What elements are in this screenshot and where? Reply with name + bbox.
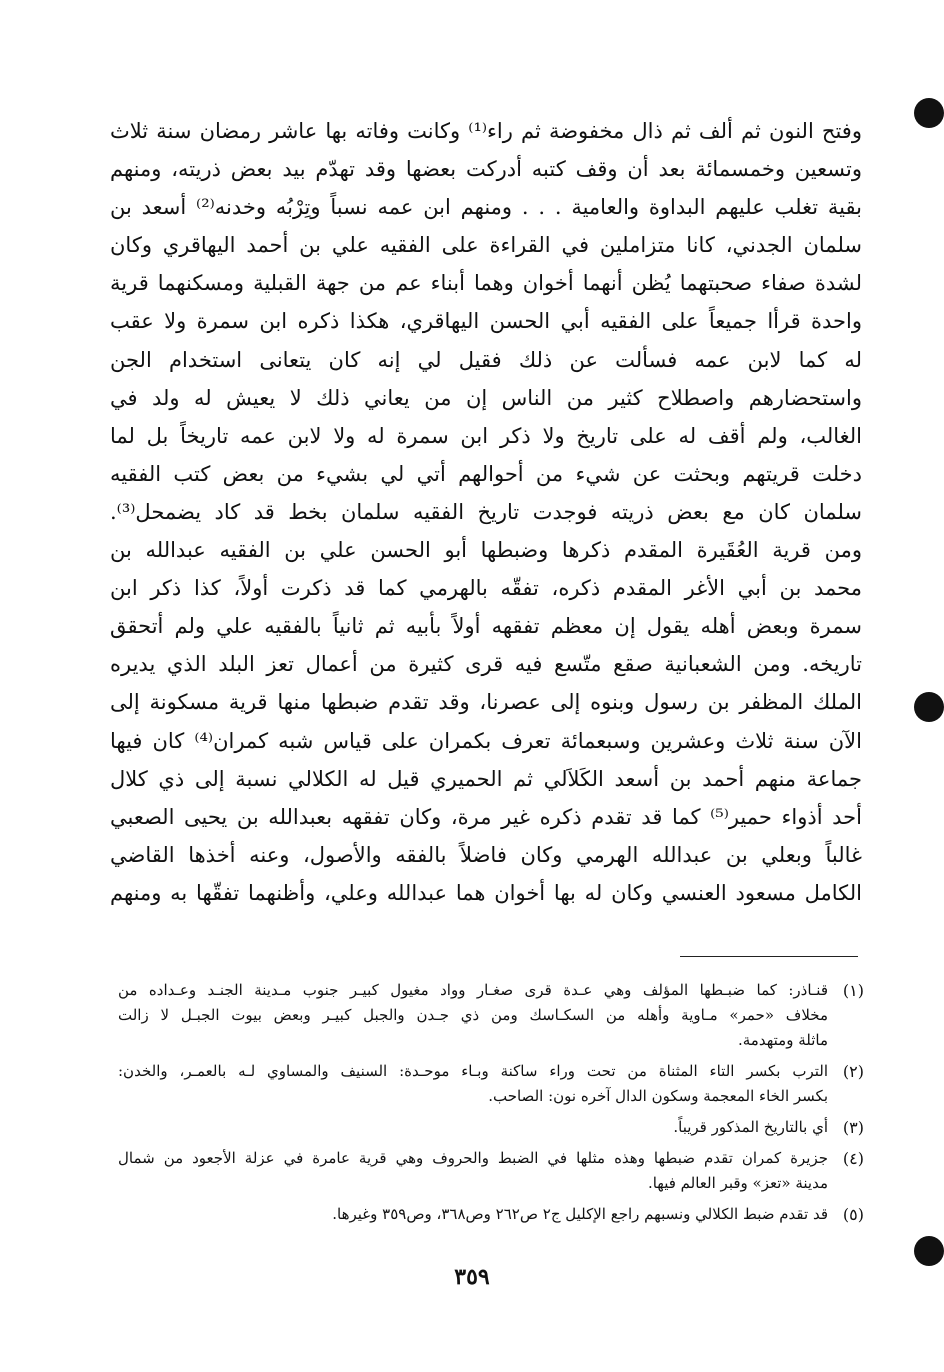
text-line: سمرة وبعض أهله يقول إن معظم تفقهه أولاً بأبيه ثم ثانياً بالفقيه علي ولم أتحقق [110,614,862,639]
footnote-1 [118,978,864,1053]
footnote-line: قد تقدم ضبط الكلالي ونسبهم راجع الإكليل ج٢ ص٢٦٢ وص٣٦٨، وص٣٥٩ وغيرها. [332,1205,828,1223]
footnote-number: (١) [842,981,864,1000]
footnote-line: جزيرة كمران تقدم ضبطها وهذه مثلها في الضبط والحروف وهي قرية عامرة في عزلة الأجعود من شمال [118,1149,828,1167]
footnotes-section [118,978,864,1233]
footnote-number: (٢) [842,1062,864,1081]
text-line: سلمان كان مع بعض ذريته فوجدت تاريخ الفقيه سلمان بخط قد كاد يضمحل⁽³⁾. [110,499,862,524]
text-line: لشدة صفاء صحبتهما يُظن أنهما أخوان وهما أبناء عم من جهة القبلية ومسكنهما قرية [110,271,862,296]
text-line: أحد أذواء حمير⁽⁵⁾ كما قد تقدم ذكره غير مرة، وكان تفقهه بعبدالله بن يحيى الصعبي [110,804,862,829]
text-line: تاريخه. ومن الشعبانية صقع متّسع فيه قرى كثيرة من أعمال تعز البلد الذي يديره [110,652,862,677]
text-line: واستحضارهم واصطلاح كثير من الناس إن من يعاني ذلك لا يعيش له ولد في [110,385,862,410]
footnote-4 [118,1146,864,1196]
footnote-body [118,1115,828,1140]
text-line: الغالب، ولم أقف له على تاريخ ولا ذكر ابن سمرة له ولا لابن عمه تاريخاً بل لما [110,423,862,448]
text-line: غالباً وبعلي بن عبدالله الهرمي وكان فاضلاً بالفقه والأصول، وعنه أخذها القاضي [110,842,862,867]
footnote-number: (٥) [842,1205,864,1224]
footnote-line: مدينة «تعز» وقبر العالم فيها. [647,1174,828,1192]
text-line: الآن سنة ثلاث وعشرين وسبعمائة تعرف بكمران على قياس شبه كمران⁽⁴⁾ كان فيها [110,728,862,753]
binder-hole-bottom [914,1236,944,1266]
footnote-2 [118,1059,864,1109]
text-line: الكامل مسعود العنسي وكان له بها أخوان هما عبدالله وعلي، وأظنهما تفقّها به ومنهم [110,880,862,905]
footnote-line: بكسر الخاء المعجمة وسكون الدال آخره نون: الصاحب. [488,1087,828,1105]
main-text-block [110,112,862,950]
footnote-line: الترب بكسر التاء المثناة من تحت وراء ساكنة وبـاء موحـدة: السنيف والمساوي لـه بالعمـر، والخدن: [118,1062,828,1080]
text-line: واحدة قرأا جميعاً على الفقيه أبي الحسن اليهاقري، هكذا ذكره ابن سمرة ولا عقب [110,309,862,334]
footnote-number: (٤) [842,1149,864,1168]
footnote-5 [118,1202,864,1227]
text-line: بقية تغلب عليهم البداوة والعامية . . . ومنهم ابن عمه نسباً وتِرْبُه وخدنه⁽²⁾ أسعد بن [110,195,862,220]
footnote-number: (٣) [842,1118,864,1137]
footnote-body [118,1146,828,1196]
text-line: دخلت قريتهم وبحثت عن شيء من أحوالهم أتي لي بشيء من بعض كتب الفقيه [110,461,862,486]
text-line: سلمان الجدني، كانا متزاملين في القراءة على الفقيه علي بن أحمد اليهاقري وكان [110,233,862,258]
footnote-line: مخلاف «حمر» مـاوية وأهله من السكـاسك ومن ذي جـدن والجبل كبيـر وبعض بيوت الجبـل لا زالت [118,1006,828,1024]
footnote-line: ماثلة ومتهدمة. [738,1031,828,1049]
text-line: الملك المظفر بن رسول وبنوه إلى عصرنا، وقد تقدم ضبطها منها قرية مسكونة إلى [110,690,862,715]
binder-hole-middle [914,692,944,722]
text-line: له كما لابن عمه فسألت عن ذلك فقيل لي إنه كان يتعانى استخدام الجن [110,347,862,372]
footnote-body [118,1059,828,1109]
text-line: محمد بن أبي الأغر المقدم ذكره، تفقّه بالهرمي كما قد ذكرت أولاً، كذا ذكر ابن [110,576,862,601]
binder-hole-top [914,98,944,128]
footnote-separator [680,956,858,957]
page-number: ٣٥٩ [454,1264,490,1290]
footnote-body [118,978,828,1053]
text-line: ومن قرية العُقَيرة المقدم ذكرها وضبطها أبو الحسن علي بن الفقيه عبدالله بن [110,538,862,563]
footnote-line: قنـاذر: كما ضبـطها المؤلف وهي عـدة قرى صغـار وواد مغيول كبيـر جنوب مـدينة الجنـد وعـداده من [118,981,828,999]
text-line: جماعة منهم أحمد بن أسعد الكَلاَلي ثم الحميري قيل له الكلالي نسبة إلى ذي كلال [110,766,862,791]
text-line: وتسعين وخمسمائة بعد أن وقف كتبه أدركت بعضها وقد تهدّم بيد بعض ذريته، ومنهم [110,157,862,182]
text-line: وفتح النون ثم ألف ثم ذال مخفوضة ثم راء⁽¹⁾ وكانت وفاته بها عاشر رمضان سنة ثلاث [110,119,862,143]
footnote-3 [118,1115,864,1140]
footnote-body [118,1202,828,1227]
footnote-line: أي بالتاريخ المذكور قريباً. [673,1118,828,1136]
